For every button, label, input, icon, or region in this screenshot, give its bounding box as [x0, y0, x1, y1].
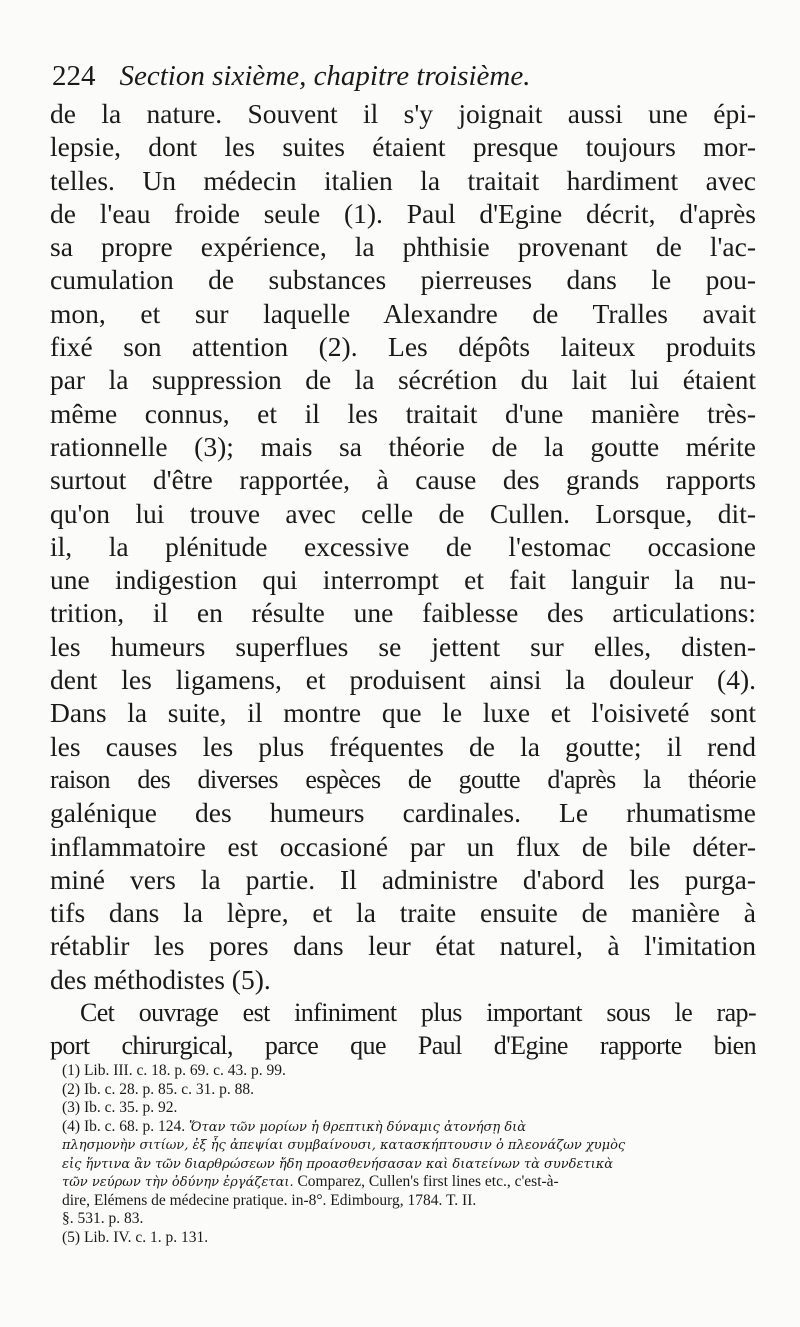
- text-line: miné vers la partie. Il administre d'abord les purga-: [50, 863, 756, 895]
- text-line: une indigestion qui interrompt et fait languir la nu-: [50, 564, 756, 596]
- text-line: qu'on lui trouve avec celle de Cullen. Lorsque, dit-: [50, 497, 756, 529]
- footnote-1: (1) Lib. III. c. 18. p. 69. c. 43. p. 99.: [62, 1062, 286, 1079]
- footnote-4-line-6: §. 531. p. 83.: [62, 1210, 144, 1227]
- footnote-4-first-line: [62, 1118, 756, 1137]
- footnotes: [62, 1062, 756, 1247]
- text-line: de la nature. Souvent il s'y joignait aussi une épi-: [50, 98, 756, 129]
- text-line: galénique des humeurs cardinales. Le rhumatisme: [50, 797, 756, 829]
- footnote-3: (3) Ib. c. 35. p. 92.: [62, 1099, 178, 1116]
- footnote-5: (5) Lib. IV. c. 1. p. 131.: [62, 1228, 209, 1246]
- footnote-4-greek-1: Ὅταν τῶν μορίων ἡ θρεπτικὴ δύναμις ἀτονήσῃ διὰ: [189, 1119, 527, 1135]
- text-line: tifs dans la lèpre, et la traite ensuite de manière à: [50, 897, 756, 929]
- text-line: même connus, et il les traitait d'une manière très-: [50, 397, 756, 429]
- footnote-4-greek-3: εἰς ἥντινα ἂν τῶν διαρθρώσεων ἤδη προασθενήσασαν καὶ διατείνων τὰ συνδετικὰ: [62, 1156, 614, 1172]
- footnote-4-line-3: [62, 1155, 756, 1174]
- text-line: trition, il en résulte une faiblesse des articulations:: [50, 597, 756, 629]
- running-title: Section sixième, chapitre troisième.: [119, 60, 531, 92]
- text-line: telles. Un médecin italien la traitait hardiment avec: [50, 164, 756, 196]
- footnote-4-greek-2: πλησμονὴν σιτίων, ἐξ ἧς ἀπεψίαι συμβαίνουσι, κατασκήπτουσιν ὁ πλεονάζων χυμὸς: [62, 1138, 626, 1153]
- footnote-4-line-2: [62, 1136, 756, 1155]
- text-line: sa propre expérience, la phthisie provenant de l'ac-: [50, 231, 756, 263]
- page-number: 224: [52, 60, 96, 92]
- text-line: dent les ligamens, et produisent ainsi la douleur (4).: [50, 664, 756, 696]
- main-text: [50, 97, 756, 1063]
- text-line: les causes les plus fréquentes de la goutte; il rend: [50, 730, 756, 762]
- footnote-4-line-4: [62, 1173, 756, 1192]
- text-line: de l'eau froide seule (1). Paul d'Egine décrit, d'après: [50, 197, 756, 229]
- text-line: Dans la suite, il montre que le luxe et l'oisiveté sont: [50, 697, 756, 729]
- text-line: port chirurgical, parce que Paul d'Egine rapporte bien: [50, 1031, 756, 1061]
- text-line: inflammatoire est occasioné par un flux de bile déter-: [50, 830, 756, 862]
- text-line: les humeurs superflues se jettent sur elles, disten-: [50, 630, 756, 662]
- text-line: raison des diverses espèces de goutte d'après la théorie: [50, 764, 756, 794]
- footnote-4-greek-4: τῶν νεύρων τὴν ὀδύνην ἐργάζεται.: [62, 1175, 294, 1190]
- text-line: surtout d'être rapportée, à cause des grands rapports: [50, 464, 756, 496]
- text-line: cumulation de substances pierreuses dans le pou-: [50, 264, 756, 296]
- text-line: fixé son attention (2). Les dépôts laiteux produits: [50, 331, 756, 363]
- text-line: rétablir les pores dans leur état naturel, à l'imitation: [50, 930, 756, 962]
- footnote-2: (2) Ib. c. 28. p. 85. c. 31. p. 88.: [62, 1080, 254, 1098]
- footnote-4-latin-1: Comparez, Cullen's first lines etc., c'est-à-: [297, 1173, 559, 1190]
- footnote-4-ref: (4) Ib. c. 68. p. 124.: [62, 1117, 186, 1135]
- text-line: il, la plénitude excessive de l'estomac occasione: [50, 530, 756, 562]
- footnote-4-line-5: dire, Elémens de médecine pratique. in-8°. Edimbourg, 1784. T. II.: [62, 1191, 477, 1209]
- text-line: lepsie, dont les suites étaient presque toujours mor-: [50, 131, 756, 163]
- running-header: [52, 54, 752, 98]
- text-line: par la suppression de la sécrétion du lait lui étaient: [50, 364, 756, 396]
- text-line: des méthodistes (5).: [50, 963, 271, 995]
- paragraph-first-line: Cet ouvrage est infiniment plus important sous le rap-: [80, 998, 756, 1028]
- text-line: mon, et sur laquelle Alexandre de Tralles avait: [50, 297, 756, 329]
- text-line: rationnelle (3); mais sa théorie de la goutte mérite: [50, 430, 756, 462]
